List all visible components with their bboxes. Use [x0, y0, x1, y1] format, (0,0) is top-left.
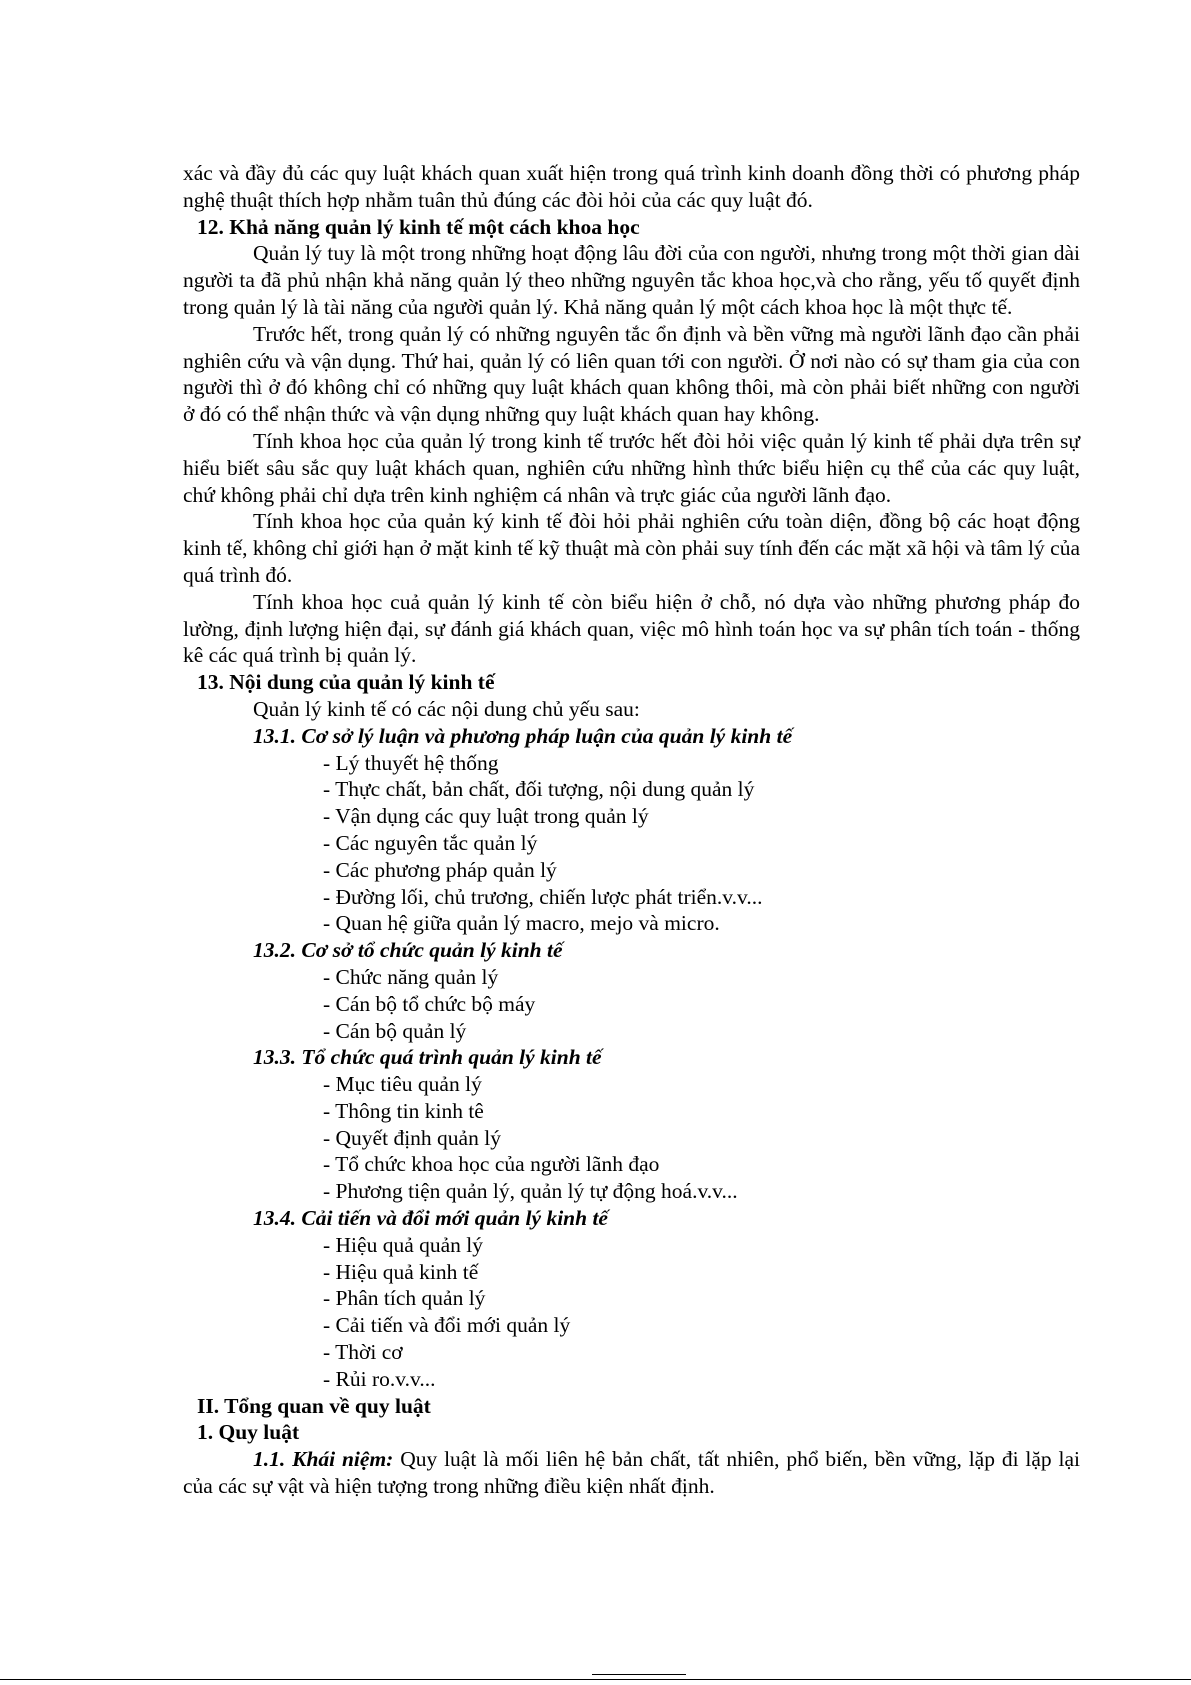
section-13-lead: Quản lý kinh tế có các nội dung chủ yếu sau: — [253, 696, 640, 721]
footer-rule — [0, 1679, 1191, 1680]
list-item: - Chức năng quản lý — [323, 964, 499, 989]
subsection-13-2-title: 13.2. Cơ sở tổ chức quản lý kinh tế — [253, 938, 563, 963]
intro-continuation: xác và đầy đủ các quy luật khách quan xuất hiện trong quá trình kinh doanh đồng thời có phương pháp nghệ thuật thích hợp nhằm tuân thủ đúng các đòi hỏi của các quy luật đó. — [183, 161, 1080, 212]
list-item: - Thực chất, bản chất, đối tượng, nội dung quản lý — [323, 777, 755, 802]
concept-paragraph — [183, 1446, 1080, 1500]
footer-rule-mark — [592, 1674, 686, 1675]
list-item: - Các nguyên tắc quản lý — [323, 830, 538, 855]
subsection-13-4-list — [183, 1232, 1080, 1393]
list-item: - Cán bộ tổ chức bộ máy — [323, 991, 536, 1016]
list-item: - Các phương pháp quản lý — [323, 857, 557, 882]
subsection-13-3-list — [183, 1071, 1080, 1205]
list-item: - Phân tích quản lý — [323, 1286, 486, 1311]
section-12-paragraph: Quản lý tuy là một trong những hoạt động lâu đời của con người, nhưng trong một thời gian dài người ta đã phủ nhận khả năng quản lý theo những nguyên tắc khoa học,và cho rằng, yếu tố quyết định trong quản lý là tài năng của người quản lý. Khả năng quản lý một cách khoa học là một thực tế. — [183, 241, 1080, 319]
list-item: - Đường lối, chủ trương, chiến lược phát triển.v.v... — [323, 884, 763, 909]
list-item: - Tổ chức khoa học của người lãnh đạo — [323, 1152, 660, 1177]
list-item: - Rủi ro.v.v... — [323, 1366, 436, 1391]
document-page — [183, 160, 1080, 1500]
list-item: - Hiệu quả kinh tế — [323, 1259, 479, 1284]
subsection-13-3-title: 13.3. Tổ chức quá trình quản lý kinh tế — [253, 1045, 602, 1070]
list-item: - Cán bộ quản lý — [323, 1018, 467, 1043]
list-item: - Hiệu quả quản lý — [323, 1232, 484, 1257]
section-12-paragraph: Trước hết, trong quản lý có những nguyên tắc ổn định và bền vững mà người lãnh đạo cần phải nghiên cứu và vận dụng. Thứ hai, quản lý có liên quan tới con người. Ở nơi nào có sự tham gia của con người thì ở đó không chỉ có những quy luật khách quan không thôi, mà còn phải biết những con người ở đó có thể nhận thức và vận dụng những quy luật khách quan hay không. — [183, 321, 1080, 427]
list-item: - Quyết định quản lý — [323, 1125, 501, 1150]
list-item: - Vận dụng các quy luật trong quản lý — [323, 804, 649, 829]
section-12-paragraph: Tính khoa học của quản ký kinh tế đòi hỏi phải nghiên cứu toàn diện, đồng bộ các hoạt động kinh tế, không chỉ giới hạn ở mặt kinh tế kỹ thuật mà còn phải suy tính đến các mặt xã hội và tâm lý của quá trình đó. — [183, 509, 1080, 587]
list-item: - Thời cơ — [323, 1340, 403, 1365]
list-item: - Lý thuyết hệ thống — [323, 750, 499, 775]
subsection-13-2-list — [183, 964, 1080, 1044]
section-12-heading: 12. Khả năng quản lý kinh tế một cách khoa học — [197, 214, 640, 239]
concept-text: Quy luật là mối liên hệ bản chất, tất nhiên, phổ biến, bền vững, lặp đi lặp lại của các sự vật và hiện tượng trong những điều kiện nhất định. — [183, 1447, 1080, 1499]
subsection-13-4-title: 13.4. Cải tiến và đổi mới quản lý kinh tế — [253, 1206, 608, 1231]
part-2-heading: II. Tổng quan về quy luật — [197, 1393, 431, 1418]
concept-label: 1.1. Khái niệm: — [253, 1447, 394, 1472]
section-13-heading: 13. Nội dung của quản lý kinh tế — [197, 670, 495, 695]
list-item: - Quan hệ giữa quản lý macro, mejo và micro. — [323, 911, 720, 936]
section-12-paragraph: Tính khoa học của quản lý trong kinh tế trước hết đòi hỏi việc quản lý kinh tế phải dựa trên sự hiểu biết sâu sắc quy luật khách quan, nghiên cứu những hình thức biểu hiện cụ thể của các quy luật, chứ không phải chỉ dựa trên kinh nghiệm cá nhân và trực giác của người lãnh đạo. — [183, 428, 1080, 507]
list-item: - Cải tiến và đổi mới quản lý — [323, 1313, 571, 1338]
subsection-13-1-title: 13.1. Cơ sở lý luận và phương pháp luận của quản lý kinh tế — [253, 723, 793, 748]
list-item: - Thông tin kinh tê — [323, 1098, 484, 1123]
list-item: - Mục tiêu quản lý — [323, 1072, 482, 1097]
part-2-subheading: 1. Quy luật — [197, 1420, 300, 1445]
subsection-13-1-list — [183, 750, 1080, 938]
list-item: - Phương tiện quản lý, quản lý tự động hoá.v.v... — [323, 1179, 738, 1204]
section-12-paragraph: Tính khoa học cuả quản lý kinh tế còn biểu hiện ở chỗ, nó dựa vào những phương pháp đo lường, định lượng hiện đại, sự đánh giá khách quan, việc mô hình toán học va sự phân tích toán - thống kê các quá trình bị quản lý. — [183, 589, 1080, 668]
